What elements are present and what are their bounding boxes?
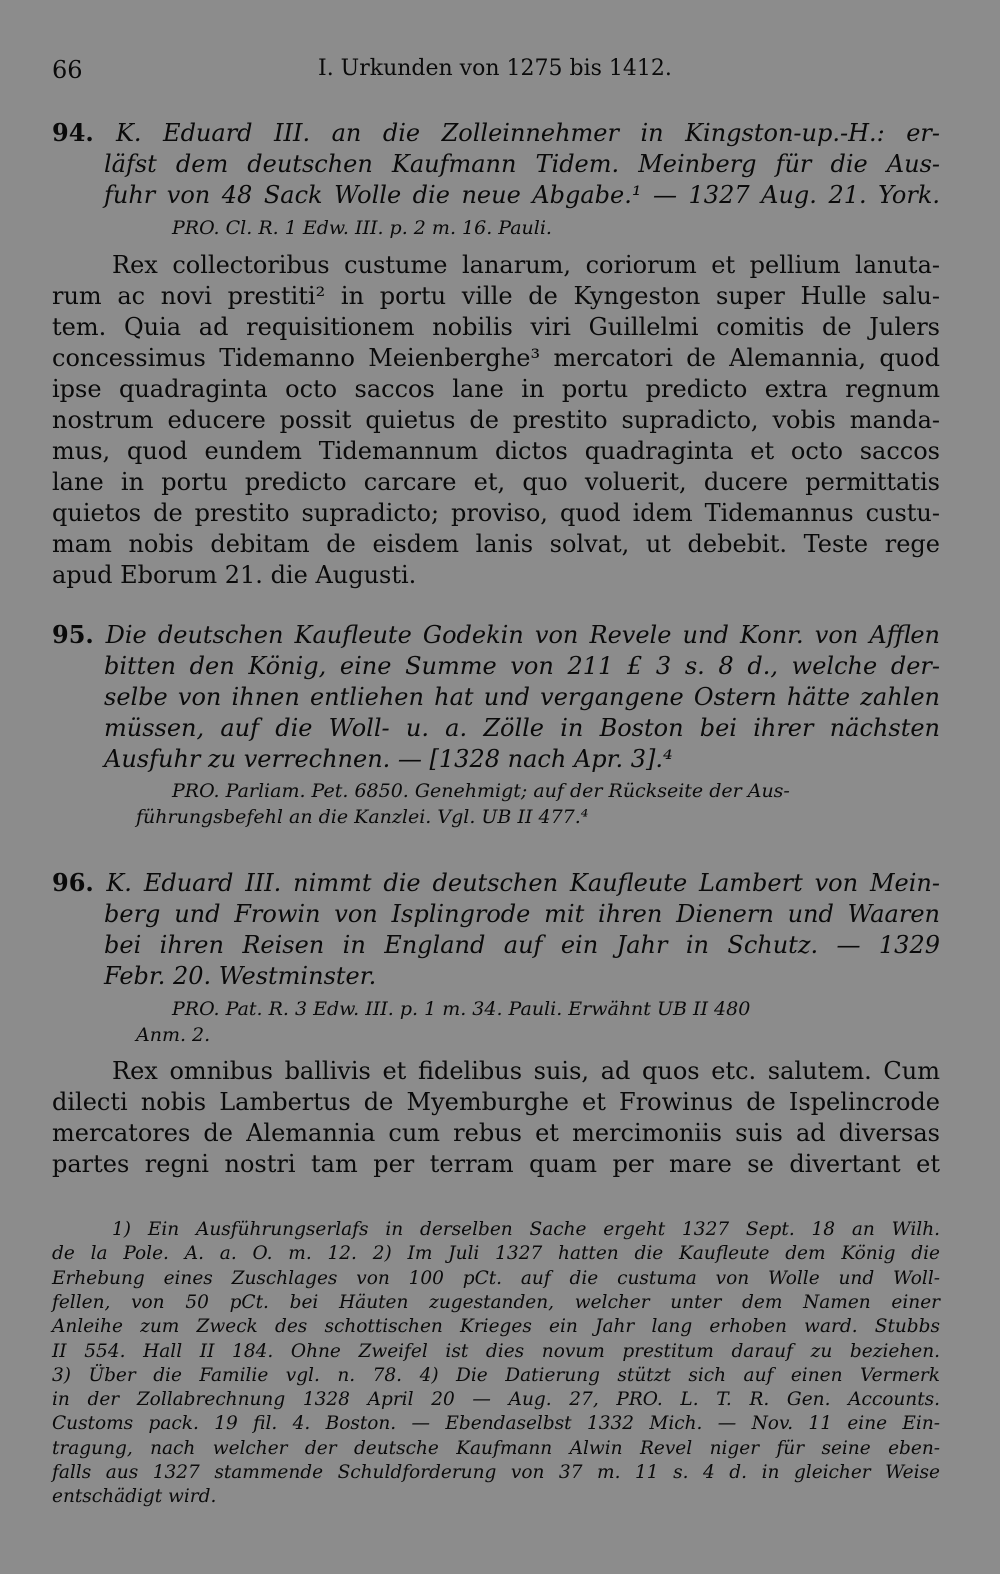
body-text-line: quietos de prestito supradicto; proviso, quod idem Tidemannus custu- bbox=[52, 499, 940, 527]
entry-title-text: K. Eduard III. nimmt die deutschen Kaufleute Lambert von Mein- bbox=[106, 869, 940, 897]
footnote-line: Erhebung eines Zuschlages von 100 pCt. auf die custuma von Wolle und Woll- bbox=[52, 1268, 940, 1289]
body-text-line: partes regni nostri tam per terram quam per mare se divertant et bbox=[52, 1150, 940, 1178]
body-text-line: Rex collectoribus custume lanarum, coriorum et pellium lanuta- bbox=[112, 251, 940, 279]
footnote-line: Customs pack. 19 fil. 4. Boston. — Ebendaselbst 1332 Mich. — Nov. 11 eine Ein- bbox=[52, 1413, 940, 1434]
body-text-line: Rex omnibus ballivis et fidelibus suis, ad quos etc. salutem. Cum bbox=[112, 1057, 940, 1085]
body-text-line: mam nobis debitam de eisdem lanis solvat, ut debebit. Teste rege bbox=[52, 530, 940, 558]
entry-title-line: berg und Frowin von Isplingrode mit ihren Dienern und Waaren bbox=[104, 900, 940, 928]
body-text-line: mercatores de Alemannia cum rebus et mercimoniis suis ad diversas bbox=[52, 1119, 940, 1147]
body-text-line: ipse quadraginta octo saccos lane in portu predicto extra regnum bbox=[52, 375, 940, 403]
footnote-line: in der Zollabrechnung 1328 April 20 — Aug. 27, PRO. L. T. R. Gen. Accounts. bbox=[52, 1389, 940, 1410]
body-text-line: mus, quod eundem Tidemannum dictos quadraginta et octo saccos bbox=[52, 437, 940, 465]
body-text-line: rum ac novi prestiti² in portu ville de Kyngeston super Hulle salu- bbox=[52, 282, 940, 310]
entry-title-text: K. Eduard III. an die Zolleinnehmer in Kingston-up.-H.: er- bbox=[115, 119, 940, 147]
body-text-line: concessimus Tidemanno Meienberghe³ mercatori de Alemannia, quod bbox=[52, 344, 940, 372]
entry-title-line bbox=[52, 868, 940, 898]
footnote-line: 3) Über die Familie vgl. n. 78. 4) Die Datierung stützt sich auf einen Vermerk bbox=[52, 1365, 940, 1386]
source-citation: PRO. Pat. R. 3 Edw. III. p. 1 m. 34. Pauli. Erwähnt UB II 480 bbox=[172, 998, 751, 1020]
footnote-line: 1) Ein Ausführungserlafs in derselben Sache ergeht 1327 Sept. 18 an Wilh. bbox=[112, 1219, 940, 1240]
entry-title-line: selbe von ihnen entliehen hat und vergangene Ostern hätte zahlen bbox=[104, 683, 940, 711]
entry-title-text: Die deutschen Kaufleute Godekin von Revele und Konr. von Afflen bbox=[105, 621, 941, 649]
body-text-line: lane in portu predicto carcare et, quo voluerit, ducere permittatis bbox=[52, 468, 940, 496]
body-text-line: nostrum educere possit quietus de prestito supradicto, vobis manda- bbox=[52, 406, 940, 434]
footnote-line: II 554. Hall II 184. Ohne Zweifel ist dies novum prestitum darauf zu beziehen. bbox=[52, 1341, 940, 1362]
body-text-line: tem. Quia ad requisitionem nobilis viri Guillelmi comitis de Julers bbox=[52, 313, 940, 341]
footnote-line: Anleihe zum Zweck des schottischen Krieges ein Jahr lang erhoben ward. Stubbs bbox=[52, 1316, 940, 1337]
source-citation: führungsbefehl an die Kanzlei. Vgl. UB II 477.⁴ bbox=[136, 806, 589, 828]
entry-title-line: Ausfuhr zu verrechnen. — [1328 nach Apr. 3].⁴ bbox=[104, 745, 673, 773]
entry-title-line: läfst dem deutschen Kaufmann Tidem. Meinberg für die Aus- bbox=[104, 150, 940, 178]
source-citation: Anm. 2. bbox=[136, 1024, 211, 1046]
footnote-line: fellen, von 50 pCt. bei Häuten zugestanden, welcher unter dem Namen einer bbox=[52, 1292, 940, 1313]
footnote-line: tragung, nach welcher der deutsche Kaufmann Alwin Revel niger für seine eben- bbox=[52, 1438, 940, 1459]
footnote-line: falls aus 1327 stammende Schuldforderung von 37 m. 11 s. 4 d. in gleicher Weise bbox=[52, 1462, 940, 1483]
source-citation: PRO. Parliam. Pet. 6850. Genehmigt; auf der Rückseite der Aus- bbox=[172, 780, 790, 802]
footnote-line: entschädigt wird. bbox=[52, 1486, 217, 1507]
entry-number: 94. bbox=[52, 118, 116, 147]
entry-number: 96. bbox=[52, 868, 107, 897]
entry-number: 95. bbox=[52, 620, 106, 649]
footnote-line: de la Pole. A. a. O. m. 12. 2) Im Juli 1327 hatten die Kaufleute dem König die bbox=[52, 1243, 940, 1264]
entry-title-line: fuhr von 48 Sack Wolle die neue Abgabe.¹ — 1327 Aug. 21. York. bbox=[104, 181, 940, 209]
entry-title-line: bitten den König, eine Summe von 211 £ 3 s. 8 d., welche der- bbox=[104, 652, 940, 680]
page-number: 66 bbox=[52, 56, 83, 84]
running-title: I. Urkunden von 1275 bis 1412. bbox=[318, 56, 672, 81]
entry-title-line bbox=[52, 620, 940, 650]
entry-title-line bbox=[52, 118, 940, 148]
body-text-line: dilecti nobis Lambertus de Myemburghe et Frowinus de Ispelincrode bbox=[52, 1088, 940, 1116]
entry-title-line: Febr. 20. Westminster. bbox=[104, 962, 377, 990]
source-citation: PRO. Cl. R. 1 Edw. III. p. 2 m. 16. Pauli. bbox=[172, 217, 552, 239]
entry-title-line: müssen, auf die Woll- u. a. Zölle in Boston bei ihrer nächsten bbox=[104, 714, 940, 742]
body-text-line: apud Eborum 21. die Augusti. bbox=[52, 561, 417, 589]
entry-title-line: bei ihren Reisen in England auf ein Jahr in Schutz. — 1329 bbox=[104, 931, 940, 959]
